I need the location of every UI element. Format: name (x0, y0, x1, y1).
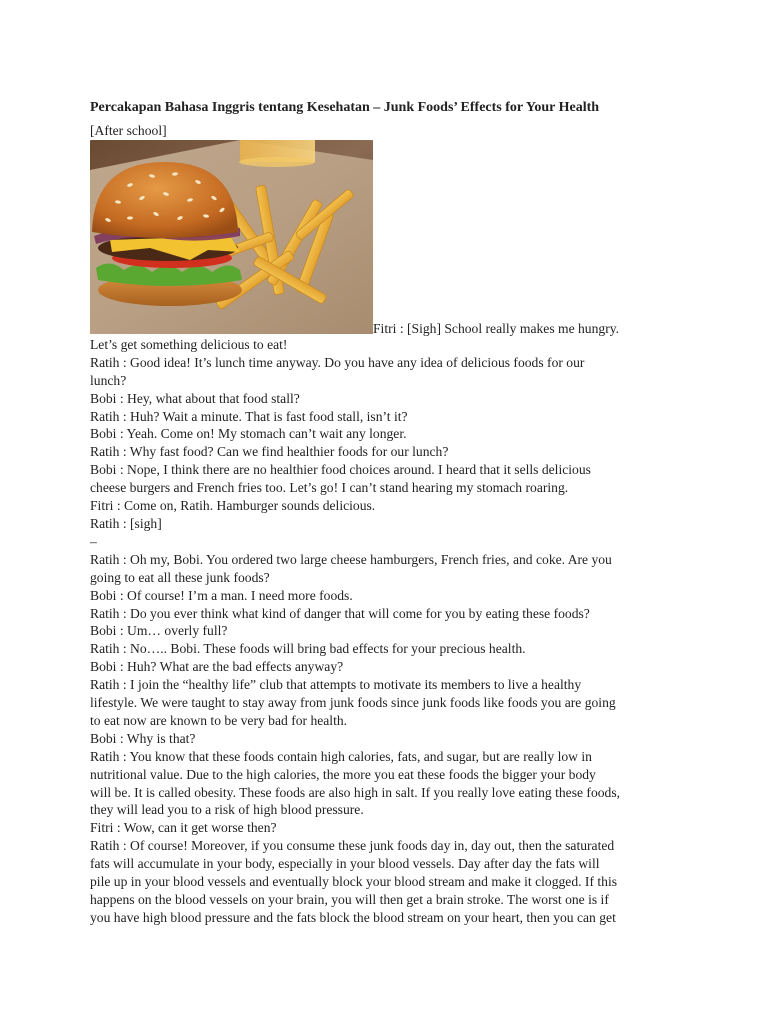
dialogue-line: Fitri : Come on, Ratih. Hamburger sounds delicious. (90, 498, 376, 514)
dialogue-line: Ratih : [sigh] (90, 515, 162, 531)
document-title: Percakapan Bahasa Inggris tentang Kesehatan – Junk Foods’ Effects for Your Health (90, 100, 600, 115)
dialogue-line: nutritional value. Due to the high calories, the more you eat these foods the bigger your body (90, 766, 596, 782)
dialogue-line: Ratih : Do you ever think what kind of danger that will come for you by eating these foods? (90, 605, 590, 621)
dialogue-line: Ratih : Why fast food? Can we find healthier foods for our lunch? (90, 444, 449, 460)
dialogue-line: happens on the blood vessels on your brain, you will then get a brain stroke. The worst one is if (90, 892, 609, 907)
dialogue-line: cheese burgers and French fries too. Let’s go! I can’t stand hearing my stomach roaring. (90, 480, 569, 496)
burger-fries-photo (90, 140, 373, 334)
figure-row (90, 140, 680, 336)
dialogue-line: Ratih : No….. Bobi. These foods will bring bad effects for your precious health. (90, 641, 526, 657)
dialogue-line: Bobi : Of course! I’m a man. I need more foods. (90, 587, 353, 603)
dialogue-line: lunch? (90, 372, 127, 388)
dialogue-line: Ratih : I join the “healthy life” club that attempts to motivate its members to live a healthy (90, 677, 582, 693)
scene-label: [After school] (90, 123, 167, 138)
dialogue-line: Ratih : Of course! Moreover, if you consume these junk foods day in, day out, then the saturated (90, 838, 615, 854)
dialogue-line: Fitri : Wow, can it get worse then? (90, 820, 277, 836)
dialogue-line: Ratih : Huh? Wait a minute. That is fast food stall, isn’t it? (90, 408, 408, 424)
dialogue-line: they will lead you to a risk of high blood pressure. (90, 802, 364, 818)
dialogue-line: Bobi : Um… overly full? (90, 623, 228, 639)
dialogue-line: Bobi : Hey, what about that food stall? (90, 390, 300, 406)
dialogue-line: Bobi : Nope, I think there are no healthier food choices around. I heard that it sells delicious (90, 462, 591, 478)
document-content (90, 98, 680, 927)
dialogue-line: pile up in your blood vessels and eventually block your blood stream and make it clogged. If this (90, 874, 618, 890)
dialogue-line: Bobi : Huh? What are the bad effects anyway? (90, 659, 344, 675)
dialogue-line: lifestyle. We were taught to stay away from junk foods since junk foods like foods you are going (90, 695, 616, 711)
dialogue-line: Bobi : Yeah. Come on! My stomach can’t wait any longer. (90, 426, 407, 442)
dialogue-line: to eat now are known to be very bad for health. (90, 712, 348, 728)
dialogue-line: Ratih : Oh my, Bobi. You ordered two large cheese hamburgers, French fries, and coke. Are you (90, 551, 612, 567)
dialogue-line: Let’s get something delicious to eat! (90, 336, 288, 352)
dialogue-line: Ratih : Good idea! It’s lunch time anyway. Do you have any idea of delicious foods for our (90, 354, 585, 370)
figure-caption: Fitri : [Sigh] School really makes me hungry. (373, 321, 620, 336)
dialogue-line: will be. It is called obesity. These foods are also high in salt. If you really love eating these foods, (90, 784, 621, 800)
dialogue-line: going to eat all these junk foods? (90, 569, 270, 585)
dialogue-line: you have high blood pressure and the fats block the blood stream on your heart, then you can get (90, 909, 616, 925)
section-separator: – (90, 533, 97, 549)
dialogue-line: Ratih : You know that these foods contain high calories, fats, and sugar, but are really low in (90, 748, 592, 764)
dialogue-line: fats will accumulate in your body, especially in your blood vessels. Day after day the fats will (90, 856, 600, 872)
dialogue-line: Bobi : Why is that? (90, 730, 196, 746)
